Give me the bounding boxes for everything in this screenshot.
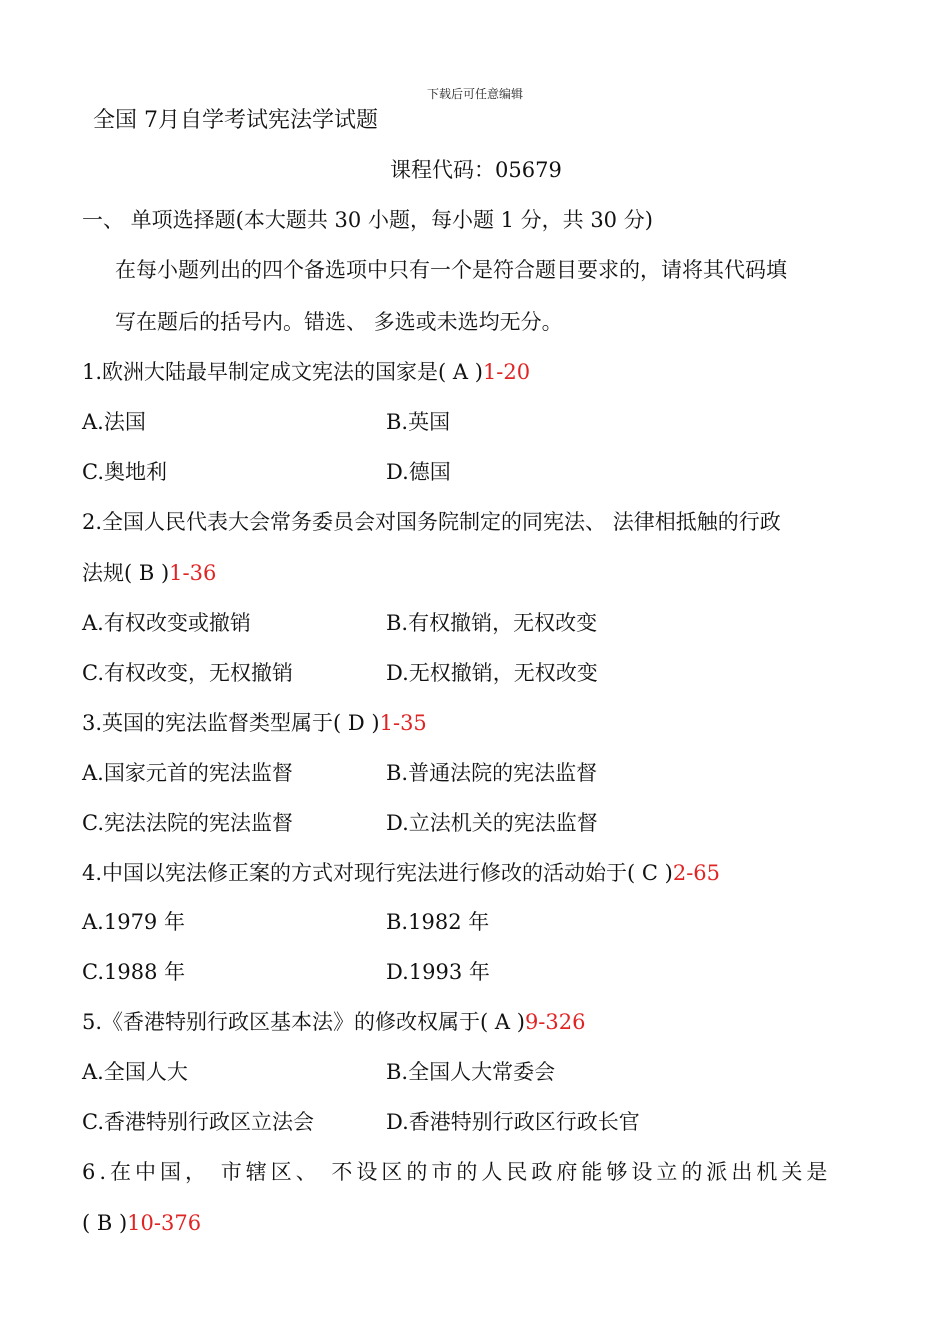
option-b: B.英国	[386, 410, 451, 434]
question-3	[82, 713, 427, 734]
question-6-line-1: 6.在中国， 市辖区、 不设区的市的人民政府能够设立的派出机关是	[82, 1160, 832, 1184]
page-reference: 1-35	[379, 711, 427, 735]
instructions-line-1: 在每小题列出的四个备选项中只有一个是符合题目要求的，请将其代码填	[115, 258, 787, 282]
question-stem: 法规( B )	[82, 561, 170, 585]
instructions-line-2: 写在题后的括号内。错选、 多选或未选均无分。	[115, 310, 563, 334]
option-b: B.1982 年	[386, 910, 490, 934]
page-reference: 10-376	[127, 1211, 202, 1235]
option-a: A.1979 年	[82, 910, 185, 934]
question-4	[82, 863, 720, 884]
exam-title: 全国 7月自学考试宪法学试题	[93, 108, 378, 133]
option-a: A.国家元首的宪法监督	[82, 761, 293, 785]
option-d: D.香港特别行政区行政长官	[386, 1110, 640, 1134]
page-reference: 1-20	[482, 360, 531, 384]
option-c: C.香港特别行政区立法会	[82, 1110, 314, 1134]
option-c: C.奥地利	[82, 460, 167, 484]
page-reference: 9-326	[524, 1010, 586, 1034]
header-note: 下载后可任意编辑	[426, 87, 523, 101]
question-stem: 4.中国以宪法修正案的方式对现行宪法进行修改的活动始于( C )	[82, 861, 673, 885]
option-a: A.法国	[82, 410, 146, 434]
question-2-line-1: 2.全国人民代表大会常务委员会对国务院制定的同宪法、 法律相抵触的行政	[82, 510, 781, 534]
question-1	[82, 362, 530, 383]
option-b: B.普通法院的宪法监督	[386, 761, 598, 785]
option-b: B.全国人大常委会	[386, 1060, 556, 1084]
option-a: A.有权改变或撤销	[82, 611, 251, 635]
option-c: C.宪法法院的宪法监督	[82, 811, 293, 835]
question-stem: 1.欧洲大陆最早制定成文宪法的国家是( A )	[82, 360, 483, 384]
question-5	[82, 1012, 585, 1033]
page-reference: 2-65	[672, 861, 721, 885]
option-a: A.全国人大	[82, 1060, 188, 1084]
section-heading: 一、 单项选择题(本大题共 30 小题，每小题 1 分，共 30 分)	[82, 208, 653, 232]
question-6-line-2	[82, 1213, 201, 1234]
question-stem: 3.英国的宪法监督类型属于( D )	[82, 711, 380, 735]
question-2-line-2	[82, 563, 216, 584]
option-d: D.1993 年	[386, 960, 490, 984]
option-b: B.有权撤销，无权改变	[386, 611, 598, 635]
option-c: C.1988 年	[82, 960, 186, 984]
question-stem: 5.《香港特别行政区基本法》的修改权属于( A )	[82, 1010, 525, 1034]
option-c: C.有权改变，无权撤销	[82, 661, 293, 685]
option-d: D.立法机关的宪法监督	[386, 811, 598, 835]
question-stem: ( B )	[82, 1211, 128, 1235]
option-d: D.无权撤销，无权改变	[386, 661, 598, 685]
option-d: D.德国	[386, 460, 451, 484]
course-code: 课程代码：05679	[390, 158, 562, 182]
page-reference: 1-36	[169, 561, 217, 585]
